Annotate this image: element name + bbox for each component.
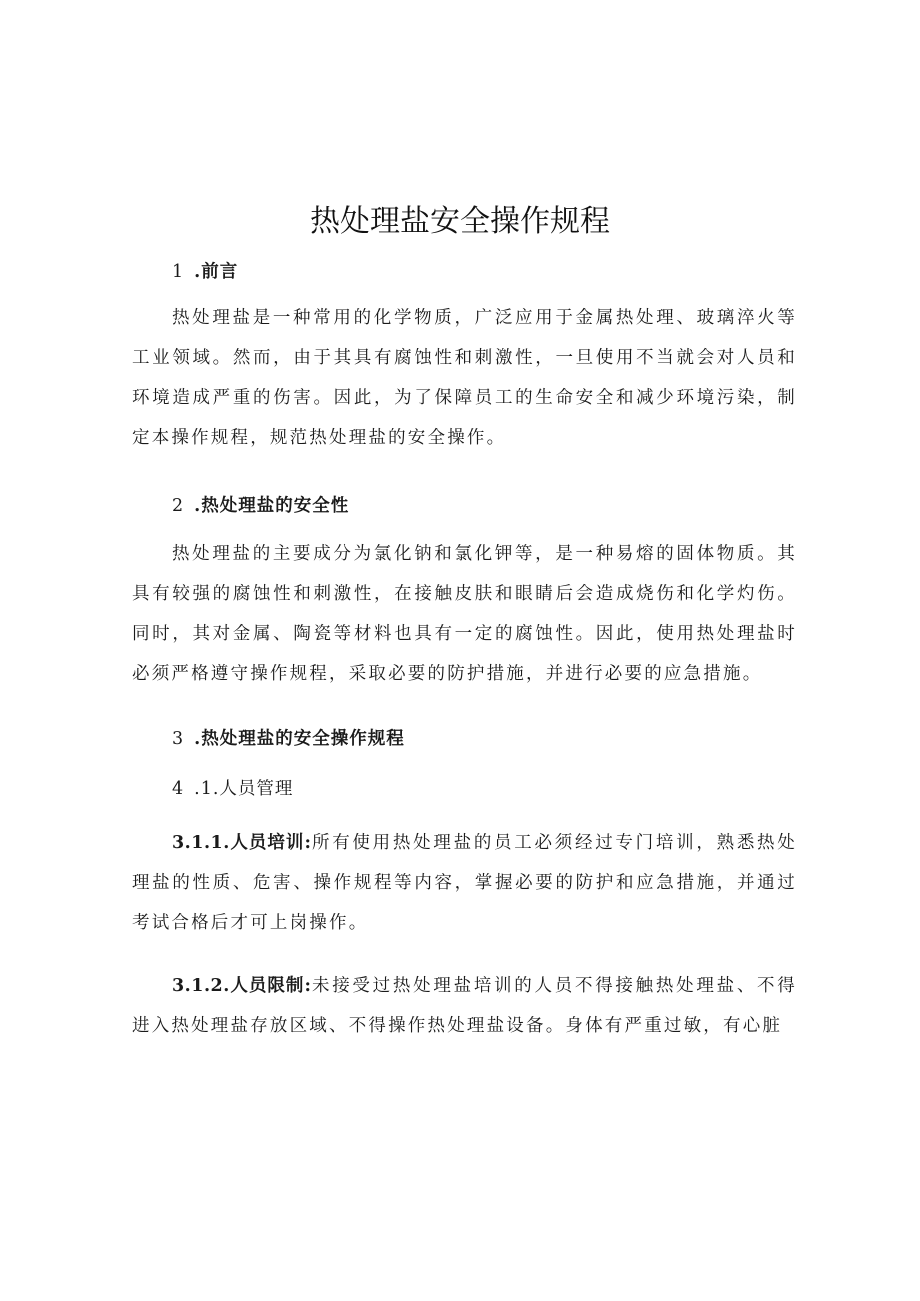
clause-paragraph-312 [132, 966, 797, 1046]
clause-label: 3.1.1.人员培训: [172, 833, 312, 853]
section-number: 1 [172, 262, 185, 282]
section-heading-4 [172, 775, 293, 800]
section-title: .前言 [194, 262, 239, 282]
section-number: 2 [172, 496, 185, 516]
section-paragraph-2: 热处理盐的主要成分为氯化钠和氯化钾等，是一种易熔的固体物质。其具有较强的腐蚀性和刺激性，在接触皮肤和眼睛后会造成烧伤和化学灼伤。同时，其对金属、陶瓷等材料也具有一定的腐蚀性。因此，使用热处理盐时必须严格遵守操作规程，采取必要的防护措施，并进行必要的应急措施。 [132, 544, 797, 684]
section-heading-1 [172, 258, 238, 283]
section-heading-3 [172, 725, 405, 750]
section-title: .1.人员管理 [194, 779, 294, 799]
section-paragraph-1: 热处理盐是一种常用的化学物质，广泛应用于金属热处理、玻璃淬火等工业领域。然而，由于其具有腐蚀性和刺激性，一旦使用不当就会对人员和环境造成严重的伤害。因此，为了保障员工的生命安全和减少环境污染，制定本操作规程，规范热处理盐的安全操作。 [132, 308, 797, 448]
section-number: 3 [172, 729, 185, 749]
clause-text: 未接受过热处理盐培训的人员不得接触热处理盐、不得进入热处理盐存放区域、不得操作热处理盐设备。身体有严重过敏，有心脏 [132, 976, 797, 1036]
section-title: .热处理盐的安全性 [194, 496, 350, 516]
clause-paragraph-311 [132, 823, 797, 943]
section-title: .热处理盐的安全操作规程 [194, 729, 405, 749]
document-title: 热处理盐安全操作规程 [310, 204, 610, 239]
clause-label: 3.1.2.人员限制: [172, 976, 312, 996]
section-number: 4 [172, 779, 185, 799]
clause-text: 所有使用热处理盐的员工必须经过专门培训，熟悉热处理盐的性质、危害、操作规程等内容，掌握必要的防护和应急措施，并通过考试合格后才可上岗操作。 [132, 833, 797, 933]
section-heading-2 [172, 492, 349, 517]
